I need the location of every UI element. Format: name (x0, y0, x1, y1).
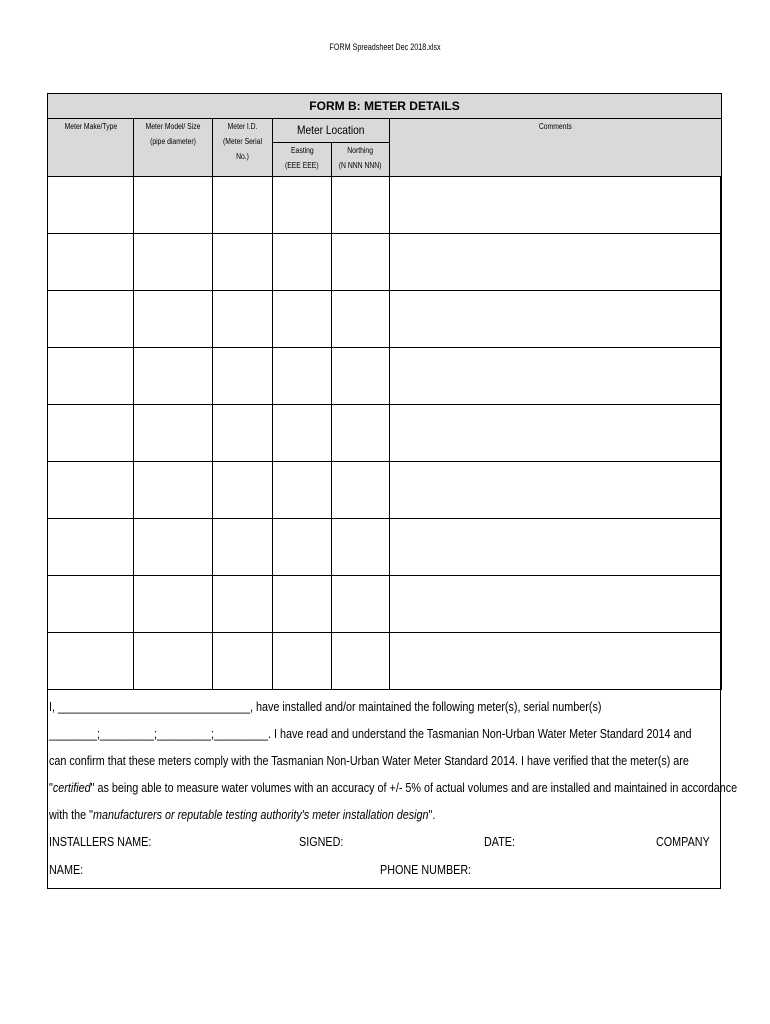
model-size-cell[interactable] (134, 233, 213, 290)
comments-cell[interactable] (390, 518, 722, 575)
easting-cell[interactable] (273, 176, 332, 233)
table-row (48, 347, 722, 404)
company-label: COMPANY (656, 834, 710, 849)
date-label: DATE: (484, 834, 515, 849)
model-size-cell[interactable] (134, 290, 213, 347)
easting-cell[interactable] (273, 518, 332, 575)
table-row (48, 632, 722, 689)
table-row (48, 233, 722, 290)
model-size-cell[interactable] (134, 404, 213, 461)
make-type-cell[interactable] (48, 518, 134, 575)
col-header-meter-location: Meter Location (273, 119, 390, 143)
easting-cell[interactable] (273, 575, 332, 632)
table-row (48, 575, 722, 632)
meter-id-cell[interactable] (213, 233, 273, 290)
phone-number-label: PHONE NUMBER: (380, 862, 472, 877)
certification-statement (48, 693, 738, 884)
meter-id-cell[interactable] (213, 176, 273, 233)
col-header-model-size: Meter Model/ Size (pipe diameter) (134, 119, 213, 177)
make-type-cell[interactable] (48, 347, 134, 404)
cert-line-3: can confirm that these meters comply with the Tasmanian Non-Urban Water Meter Standard 2014. I have verified that the meter(s) are (49, 753, 689, 768)
meter-id-cell[interactable] (213, 461, 273, 518)
installers-name-label: INSTALLERS NAME: (49, 834, 152, 849)
table-row (48, 290, 722, 347)
cert-line-2: ________;_________;_________;_________. I have read and understand the Tasmanian Non-Urban Water Meter Standard 2014 and (49, 726, 692, 741)
file-header: FORM Spreadsheet Dec 2018.xlsx (329, 42, 441, 52)
comments-cell[interactable] (390, 575, 722, 632)
col-header-comments: Comments (390, 119, 722, 177)
make-type-cell[interactable] (48, 461, 134, 518)
signature-row-1 (49, 828, 720, 856)
cert-line-1: I, ________________________________, have installed and/or maintained the following meter(s), serial number(s) (49, 699, 602, 714)
easting-cell[interactable] (273, 632, 332, 689)
comments-cell[interactable] (390, 233, 722, 290)
table-row (48, 404, 722, 461)
comments-cell[interactable] (390, 404, 722, 461)
model-size-cell[interactable] (134, 518, 213, 575)
meter-details-table (47, 93, 722, 690)
northing-cell[interactable] (332, 233, 390, 290)
col-header-easting: Easting (EEE EEE) (273, 142, 332, 176)
meter-id-cell[interactable] (213, 575, 273, 632)
meter-details-form (47, 93, 738, 889)
comments-cell[interactable] (390, 632, 722, 689)
meter-id-cell[interactable] (213, 632, 273, 689)
make-type-cell[interactable] (48, 404, 134, 461)
model-size-cell[interactable] (134, 461, 213, 518)
certified-emphasis: certified (52, 780, 91, 795)
easting-cell[interactable] (273, 347, 332, 404)
col-header-meter-id: Meter I.D. (Meter Serial No.) (213, 119, 273, 177)
meter-id-cell[interactable] (213, 290, 273, 347)
comments-cell[interactable] (390, 347, 722, 404)
name-label: NAME: (49, 862, 84, 877)
make-type-cell[interactable] (48, 290, 134, 347)
form-title: FORM B: METER DETAILS (48, 94, 722, 119)
table-row (48, 176, 722, 233)
model-size-cell[interactable] (134, 632, 213, 689)
comments-cell[interactable] (390, 176, 722, 233)
comments-cell[interactable] (390, 290, 722, 347)
table-row (48, 461, 722, 518)
installation-design-emphasis: manufacturers or reputable testing authority's meter installation design (93, 807, 429, 822)
make-type-cell[interactable] (48, 632, 134, 689)
cert-line-5: with the "manufacturers or reputable testing authority's meter installation design". (49, 807, 436, 822)
easting-cell[interactable] (273, 290, 332, 347)
northing-cell[interactable] (332, 632, 390, 689)
easting-cell[interactable] (273, 233, 332, 290)
northing-cell[interactable] (332, 518, 390, 575)
meter-id-cell[interactable] (213, 347, 273, 404)
make-type-cell[interactable] (48, 176, 134, 233)
northing-cell[interactable] (332, 404, 390, 461)
model-size-cell[interactable] (134, 347, 213, 404)
make-type-cell[interactable] (48, 575, 134, 632)
make-type-cell[interactable] (48, 233, 134, 290)
cert-line-4: "certified" as being able to measure water volumes with an accuracy of +/- 5% of actual volumes and are installed and maintained in accordance (49, 780, 738, 795)
easting-cell[interactable] (273, 461, 332, 518)
northing-cell[interactable] (332, 290, 390, 347)
northing-cell[interactable] (332, 575, 390, 632)
col-header-northing: Northing (N NNN NNN) (332, 142, 390, 176)
northing-cell[interactable] (332, 461, 390, 518)
meter-id-cell[interactable] (213, 404, 273, 461)
northing-cell[interactable] (332, 347, 390, 404)
northing-cell[interactable] (332, 176, 390, 233)
comments-cell[interactable] (390, 461, 722, 518)
model-size-cell[interactable] (134, 575, 213, 632)
table-row (48, 518, 722, 575)
meter-id-cell[interactable] (213, 518, 273, 575)
signature-row-2 (49, 856, 720, 884)
model-size-cell[interactable] (134, 176, 213, 233)
easting-cell[interactable] (273, 404, 332, 461)
col-header-make-type: Meter Make/Type (48, 119, 134, 177)
signed-label: SIGNED: (299, 834, 344, 849)
